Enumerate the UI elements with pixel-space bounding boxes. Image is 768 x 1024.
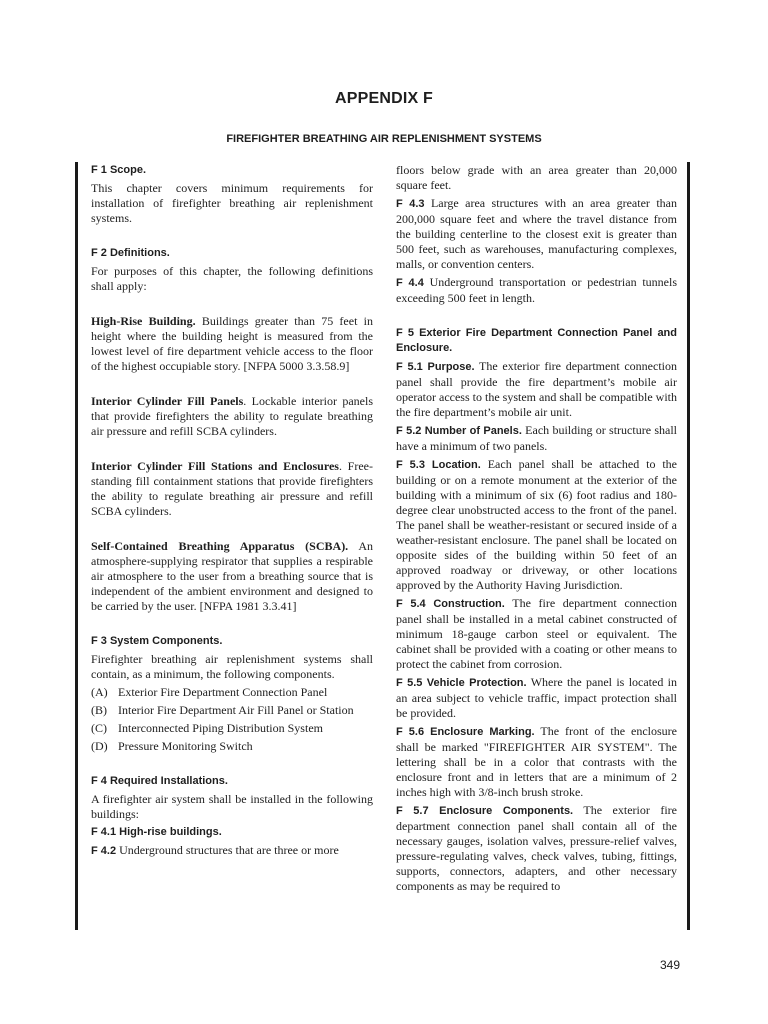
page-subtitle: FIREFIGHTER BREATHING AIR REPLENISHMENT SYSTEMS [226, 133, 542, 145]
page-title: APPENDIX F [334, 90, 433, 107]
section-f44-text [396, 275, 677, 306]
section-f1-heading: F 1 Scope. [91, 164, 147, 176]
list-item [91, 739, 373, 754]
definition-term: Self-Contained Breathing Apparatus (SCBA). [91, 539, 349, 553]
section-f53-body: Each panel shall be attached to the building or on a remote monument at the exterior of the building with a minimum of six (6) foot radius and 180-degree clear unobstructed access to the front of the panel. The panel shall be weather-resistant or secured inside of a weather-resistant enclosure. The panel shall be located on opposite sides of the building within 50 feet of an approved roadway or driveway, or other locations approved by the Authority Having Jurisdiction. [396, 457, 677, 592]
definition-term: Interior Cylinder Fill Panels [91, 394, 244, 408]
left-column [91, 163, 373, 859]
section-f43-label: F 4.3 [396, 198, 425, 210]
definition-text: . Free-standing fill containment stations that provide firefighters the ability to regulate breathing air pressure and refill SCBA cylinders. [91, 459, 373, 518]
section-f2-heading: F 2 Definitions. [91, 247, 170, 259]
section-f42-label: F 4.2 [91, 845, 117, 857]
page-number: 349 [659, 958, 680, 972]
definition-term: High-Rise Building. [91, 314, 196, 328]
section-f44-label: F 4.4 [396, 277, 424, 289]
section-f52-body: Each building or structure shall have a minimum of two panels. [396, 423, 677, 453]
section-f51-body: The exterior fire department connection panel shall provide the fire department’s mobile air operator access to the system and shall be compatible with the fire department’s mobile air unit. [396, 359, 677, 419]
section-f56-body: The front of the enclosure shall be marked "FIREFIGHTER AIR SYSTEM". The lettering shall be in a color that contrasts with the enclosure front and in letters that are a minimum of 2 inches high with 3/8-inch brush stroke. [396, 724, 677, 799]
list-text: Interior Fire Department Air Fill Panel or Station [118, 703, 354, 717]
section-f54-body: The fire department connection panel shall be installed in a metal cabinet constructed of minimum 18-gauge carbon steel or equivalent. The cabinet shall be provided with a coating or other means to protect the cabinet from corrosion. [396, 596, 677, 671]
list-letter: (C) [91, 721, 107, 735]
list-letter: (D) [91, 739, 108, 753]
section-f53-text [396, 457, 677, 593]
section-f43-body: Large area structures with an area greater than 200,000 square feet and where the travel distance from the building centerline to the closest exit is greater than 500 feet, such as warehouses, manufacturing complexes, malls, or convention centers. [396, 196, 677, 271]
definition-term: Interior Cylinder Fill Stations and Enclosures [91, 459, 339, 473]
section-f41-heading: F 4.1 High-rise buildings. [91, 826, 222, 838]
list-text: Exterior Fire Department Connection Panel [118, 685, 328, 699]
right-margin-rule [687, 162, 690, 930]
section-f57-text [396, 803, 677, 894]
section-f55-text [396, 675, 677, 721]
section-f42-continued: floors below grade with an area greater than 20,000 square feet. [396, 163, 677, 192]
list-letter: (A) [91, 685, 108, 699]
section-f55-label: F 5.5 Vehicle Protection. [396, 677, 527, 689]
section-f53-label: F 5.3 Location. [396, 459, 481, 471]
definition-high-rise [91, 314, 373, 374]
section-f56-text [396, 724, 677, 800]
definition-scba [91, 539, 373, 614]
definition-text: . Lockable interior panels that provide firefighters the ability to regulate breathing air pressure and refill SCBA cylinders. [91, 394, 373, 438]
definition-fill-stations [91, 459, 373, 519]
list-text: Interconnected Piping Distribution System [118, 721, 323, 735]
section-f3-heading: F 3 System Components. [91, 635, 223, 647]
definition-fill-panels [91, 394, 373, 439]
list-item [91, 703, 373, 718]
section-f3-text: Firefighter breathing air replenishment systems shall contain, as a minimum, the following components. [91, 652, 373, 681]
section-f56-label: F 5.6 Enclosure Marking. [396, 726, 535, 738]
section-f42-text [91, 843, 373, 859]
section-f52-label: F 5.2 Number of Panels. [396, 425, 522, 437]
definition-text: An atmosphere-supplying respirator that supplies a respirable air atmosphere to the user from a breathing source that is independent of the ambient environment and designed to be carried by the user. [NFPA 1981 3.3.41] [91, 539, 373, 613]
definition-text: Buildings greater than 75 feet in height where the building height is measured from the lowest level of fire department vehicle access to the floor of the highest occupiable story. [NFPA 5000 3.3.58.9] [91, 314, 373, 373]
list-item [91, 685, 373, 700]
section-f57-body: The exterior fire department connection panel shall contain all of the necessary gauges, isolation valves, pressure-relief valves, pressure-regulating valves, check valves, tubing, fittings, supports, connectors, adapters, and other necessary components as may be required to [396, 803, 678, 893]
section-f4-text: A firefighter air system shall be installed in the following buildings: [91, 792, 373, 821]
section-f4-heading: F 4 Required Installations. [91, 775, 228, 787]
right-column [396, 163, 677, 894]
section-f51-label: F 5.1 Purpose. [396, 361, 475, 373]
section-f5-heading: F 5 Exterior Fire Department Connection Panel and Enclosure. [396, 327, 677, 354]
section-f2-text: For purposes of this chapter, the following definitions shall apply: [91, 264, 373, 293]
list-item [91, 721, 373, 736]
section-f55-body: Where the panel is located in an area subject to vehicle traffic, impact protection shall be provided. [396, 675, 678, 720]
list-letter: (B) [91, 703, 107, 717]
section-f52-text [396, 423, 677, 454]
left-margin-rule [75, 162, 78, 930]
section-f1-text: This chapter covers minimum requirements for installation of firefighter breathing air replenishment systems. [91, 181, 373, 225]
list-text: Pressure Monitoring Switch [118, 739, 253, 753]
section-f51-text [396, 359, 677, 420]
section-f54-text [396, 596, 677, 672]
section-f42-body: Underground structures that are three or more [116, 843, 339, 857]
section-f57-label: F 5.7 Enclosure Components. [396, 805, 574, 817]
section-f43-text [396, 196, 677, 272]
section-f44-body: Underground transportation or pedestrian tunnels exceeding 500 feet in length. [396, 275, 677, 305]
section-f54-label: F 5.4 Construction. [396, 598, 505, 610]
